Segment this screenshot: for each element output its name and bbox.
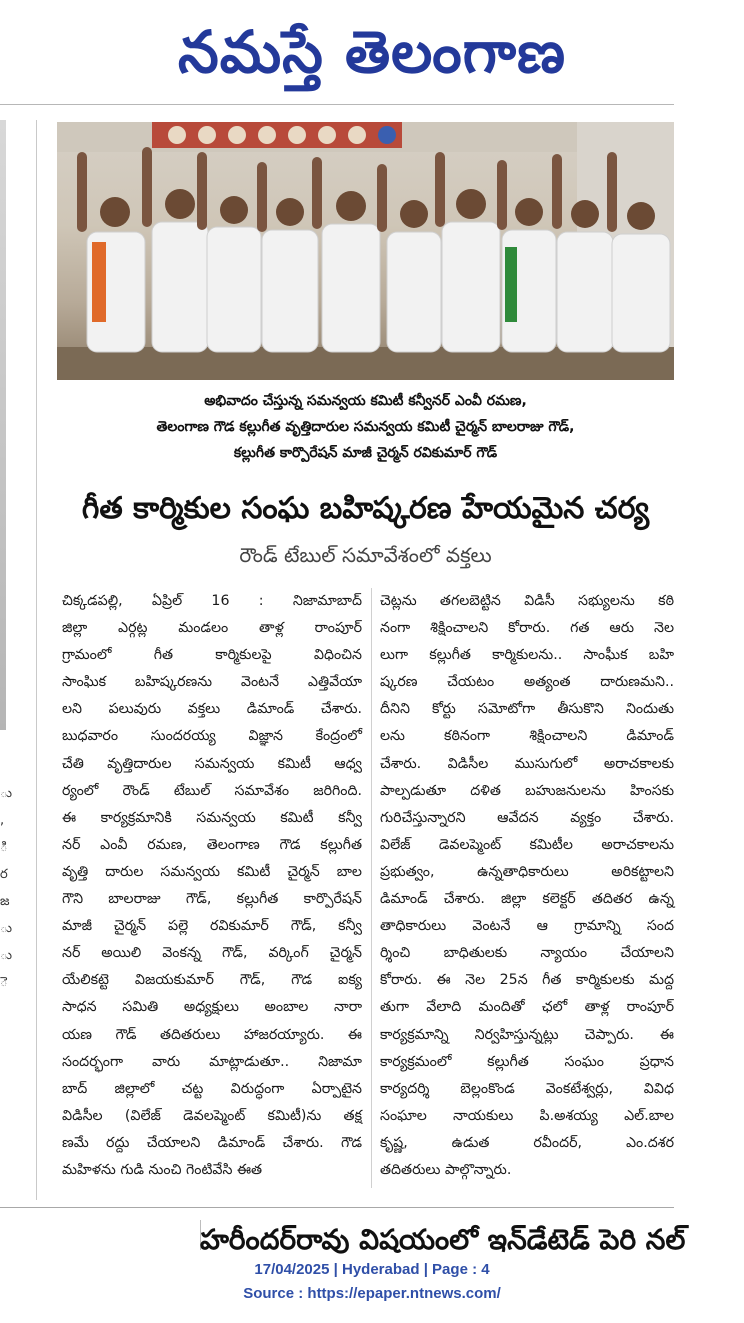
article-body-line: కార్యక్రమంలో కల్లుగీత సంఘం ప్రధాన	[380, 1053, 674, 1070]
article-body-line: తుగా వేలాది మందితో ఛలో తాళ్ల రాంపూర్	[380, 999, 674, 1016]
article-body-line: సాంఘిక బహిష్కరణను వెంటనే ఎత్తివేయా	[62, 674, 362, 691]
adjacent-text-fragment: ె	[0, 975, 8, 990]
column-divider	[371, 588, 372, 1188]
article-body-right-column	[380, 588, 674, 1184]
article-body-line: తాధికారులు వెంటనే ఆ గ్రామాన్ని సంద	[380, 918, 674, 935]
article-body-line: కార్యదర్శి బెల్లంకొండ వెంకటేశ్వర్లు, వివిధ	[380, 1080, 674, 1097]
article-headline: గీత కార్మికుల సంఘ బహిష్కరణ హేయమైన చర్య	[81, 491, 650, 526]
article-body-line: జిల్లా ఎర్గట్ల మండలం తాళ్ల రాంపూర్	[62, 620, 362, 637]
article-body-line: చేశారు. విడిసీల ముసుగులో అరాచకాలకు	[380, 755, 674, 772]
footer-dateline: 17/04/2025 | Hyderabad | Page : 4	[254, 1261, 490, 1278]
masthead-divider	[0, 104, 674, 105]
article-body-line: సాధన సమితి అధ్యక్షులు అంబాల నారా	[62, 999, 362, 1016]
caption-line: కల్లుగీత కార్పొరేషన్ మాజీ చైర్మన్ రవికుమార్ గౌడ్	[233, 445, 498, 461]
article-body-line: లను కఠినంగా శిక్షించాలని డిమాండ్	[380, 728, 674, 745]
article-body-line: ణమే రద్దు చేయాలని డిమాండ్ చేశారు. గౌడ	[62, 1134, 362, 1151]
next-story-headline-cropped	[200, 1218, 686, 1256]
adjacent-article-photo-edge	[0, 120, 6, 730]
caption-line: అభివాదం చేస్తున్న సమన్వయ కమిటీ కన్వీనర్ ఎంవీ రమణ,	[204, 393, 527, 409]
footer-source-link[interactable]: Source : https://epaper.ntnews.com/	[243, 1285, 501, 1302]
article-body-line: బాద్ జిల్లాలో చట్ట విరుద్ధంగా ఏర్పాటైన	[62, 1080, 362, 1097]
article-body-line: యణ గౌడ్ తదితరులు హాజరయ్యారు. ఈ	[62, 1026, 362, 1043]
article-body-left-column	[62, 588, 362, 1184]
article-body-line: తదితరులు పాల్గొన్నారు.	[380, 1161, 512, 1178]
column-divider-left	[36, 120, 37, 1200]
article-body-line: ర్యంలో రౌండ్ టేబుల్ సమావేశం జరిగింది.	[62, 782, 362, 799]
article-body-line: ఈ కార్యక్రమానికి సమన్వయ కమిటీ కన్వీ	[62, 809, 362, 826]
article-body-line: మహిళను గుడి నుంచి గెంటివేసి ఈత	[62, 1161, 263, 1178]
article-body-line: చేతి వృత్తిదారుల సమన్వయ కమిటీ ఆధ్వ	[62, 755, 362, 772]
article-body-line: విడిసీల (విలేజ్ డెవలప్మెంట్ కమిటీ)ను తక్ష	[62, 1107, 362, 1124]
article-body-line: పాల్పడుతూ దళిత బహుజనులను హింసకు	[380, 782, 674, 799]
article-body-line: గ్రామంలో గీత కార్మికులపై విధించిన	[62, 647, 362, 664]
adjacent-text-fragment: ి	[0, 840, 8, 855]
adjacent-text-fragment: ,	[0, 813, 5, 828]
article-body-line: చెట్లను తగలబెట్టిన విడిసీ సభ్యులను కఠి	[380, 593, 674, 609]
adjacent-text-fragment: ర	[0, 867, 8, 882]
masthead	[0, 0, 744, 104]
page-footer	[0, 1258, 744, 1306]
article-body-line: సందర్భంగా వారు మాట్లాడుతూ.. నిజామా	[62, 1053, 362, 1070]
article-body-line: సంఘాల నాయకులు పి.అశయ్య ఎల్.బాల	[380, 1107, 674, 1124]
article-body-line: ర్శించి బాధితులకు న్యాయం చేయాలని	[380, 945, 674, 962]
article-body-line: కార్యక్రమాన్ని నిర్వహిస్తున్నట్లు చెప్పారు. ఈ	[380, 1026, 674, 1043]
article-body-line: నంగా శిక్షించాలని కోరారు. గత ఆరు నెల	[380, 620, 674, 637]
article-body-line: గురిచేస్తున్నారని ఆవేదన వ్యక్తం చేశారు.	[380, 809, 674, 826]
article-body-line: లుగా కల్లుగీత కార్మికులను.. సాంఘీక బహి	[380, 647, 674, 664]
article-subheadline: రౌండ్ టేబుల్ సమావేశంలో వక్తలు	[239, 543, 492, 567]
adjacent-article-text-edge	[0, 780, 13, 1000]
article-body-line: ప్రభుత్వం, ఉన్నతాధికారులు అరికట్టాలని	[380, 863, 674, 880]
adjacent-text-fragment: ు	[0, 786, 13, 801]
article-body-line: కోరారు. ఈ నెల 25న గీత కార్మికులకు మద్ద	[380, 972, 674, 989]
next-story-headline-text: హరీందర్‌రావు విషయంలో ఇన్‌డేటెడ్ పెరి నల్	[200, 1223, 686, 1256]
article-body-line: డిమాండ్ చేశారు. జిల్లా కలెక్టర్ తదితర ఉన్న	[380, 891, 674, 908]
article-body-line: విలేజ్ డెవలప్మెంట్ కమిటీల అరాచకాలను	[380, 836, 674, 853]
article-body-line: లని పలువురు వక్తలు డిమాండ్ చేశారు.	[62, 701, 362, 718]
article-body-line: చిక్కడపల్లి, ఏప్రిల్ 16 : నిజామాబాద్	[62, 593, 362, 609]
article-body-line: కృష్ణ, ఉడుత రవీందర్, ఎం.దశర	[380, 1134, 674, 1151]
article-bottom-divider	[0, 1207, 674, 1208]
article-body-line: గౌని బాలరాజు గౌడ్, కల్లుగీత కార్పొరేషన్	[62, 891, 362, 908]
newspaper-title: నమస్తే తెలంగాణ	[178, 18, 566, 86]
article-body-line: నర్ ఎంవీ రమణ, తెలంగాణ గౌడ కల్లుగీత	[62, 836, 362, 853]
article-body-line: దీనిని కోర్టు సమోటోగా తీసుకొని నిందుతు	[380, 701, 674, 718]
article-body-line: మాజీ చైర్మన్ పల్లె రవికుమార్ గౌడ్, కన్వీ	[62, 918, 362, 935]
adjacent-text-fragment: ు	[0, 921, 13, 936]
adjacent-text-fragment: ు	[0, 948, 13, 963]
article-body-line: యేలికట్టె విజయకుమార్ గౌడ్, గౌడ ఐక్య	[62, 972, 362, 989]
caption-line: తెలంగాణ గౌడ కల్లుగీత వృత్తిదారుల సమన్వయ కమిటీ చైర్మన్ బాలరాజు గౌడ్,	[156, 419, 575, 435]
article-body-line: ష్కరణ చేయటం అత్యంత దారుణమని..	[380, 674, 674, 691]
news-photo	[57, 122, 674, 380]
article-body-line: వృత్తి దారుల సమన్వయ కమిటీ చైర్మన్ బాల	[62, 863, 362, 880]
group-photo-illustration	[57, 122, 674, 380]
article-body-line: బుధవారం సుందరయ్య విజ్ఞాన కేంద్రంలో	[62, 728, 362, 745]
adjacent-text-fragment: జ	[0, 894, 10, 909]
photo-caption	[57, 388, 674, 466]
article-body-line: నర్ అయిలి వెంకన్న గౌడ్, వర్కింగ్ చైర్మన్	[62, 945, 362, 962]
